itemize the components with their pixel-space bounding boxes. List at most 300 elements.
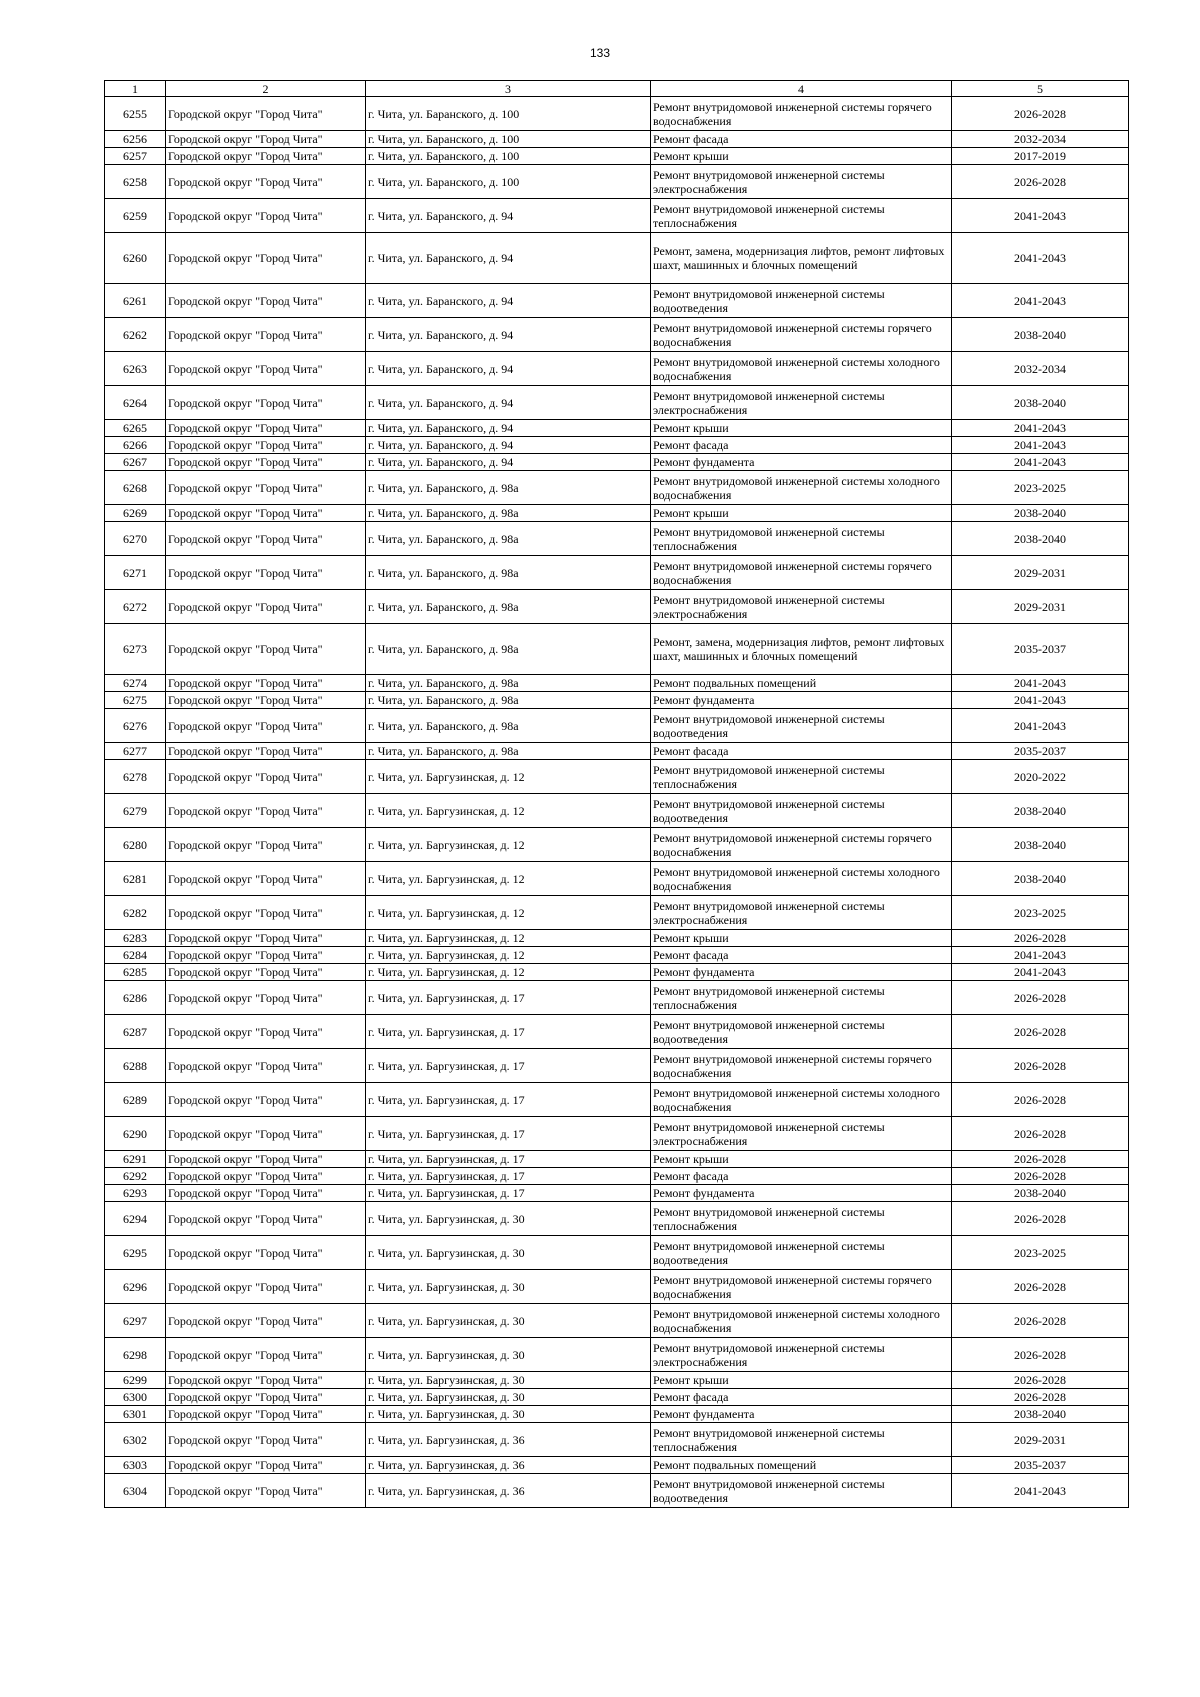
address-cell: г. Чита, ул. Баргузинская, д. 17 [366,1117,651,1151]
municipality-cell: Городской округ "Город Чита" [166,199,366,233]
row-number-cell: 6265 [105,420,166,437]
municipality-cell: Городской округ "Город Чита" [166,1423,366,1457]
municipality-cell: Городской округ "Город Чита" [166,1457,366,1474]
address-cell: г. Чита, ул. Баргузинская, д. 12 [366,760,651,794]
municipality-cell: Городской округ "Город Чита" [166,1304,366,1338]
row-number-cell: 6267 [105,454,166,471]
municipality-cell: Городской округ "Город Чита" [166,505,366,522]
column-header-4: 4 [651,81,952,97]
address-cell: г. Чита, ул. Баргузинская, д. 17 [366,1083,651,1117]
table-row [105,896,1129,930]
municipality-cell: Городской округ "Город Чита" [166,148,366,165]
work-type-cell: Ремонт, замена, модернизация лифтов, ремонт лифтовых шахт, машинных и блочных помещений [651,233,952,284]
row-number-cell: 6271 [105,556,166,590]
period-cell: 2023-2025 [952,471,1129,505]
work-type-cell: Ремонт крыши [651,1372,952,1389]
work-type-cell: Ремонт внутридомовой инженерной системы холодного водоснабжения [651,471,952,505]
municipality-cell: Городской округ "Город Чита" [166,709,366,743]
municipality-cell: Городской округ "Город Чита" [166,1372,366,1389]
municipality-cell: Городской округ "Город Чита" [166,437,366,454]
period-cell: 2026-2028 [952,1270,1129,1304]
row-number-cell: 6276 [105,709,166,743]
period-cell: 2026-2028 [952,1338,1129,1372]
work-type-cell: Ремонт крыши [651,148,952,165]
work-type-cell: Ремонт внутридомовой инженерной системы водоотведения [651,1474,952,1508]
period-cell: 2041-2043 [952,709,1129,743]
row-number-cell: 6290 [105,1117,166,1151]
municipality-cell: Городской округ "Город Чита" [166,981,366,1015]
row-number-cell: 6293 [105,1185,166,1202]
municipality-cell: Городской округ "Город Чита" [166,692,366,709]
address-cell: г. Чита, ул. Баргузинская, д. 12 [366,862,651,896]
work-type-cell: Ремонт внутридомовой инженерной системы водоотведения [651,709,952,743]
row-number-cell: 6294 [105,1202,166,1236]
work-type-cell: Ремонт фасада [651,743,952,760]
period-cell: 2041-2043 [952,199,1129,233]
period-cell: 2023-2025 [952,1236,1129,1270]
period-cell: 2026-2028 [952,1389,1129,1406]
municipality-cell: Городской округ "Город Чита" [166,1474,366,1508]
work-type-cell: Ремонт внутридомовой инженерной системы горячего водоснабжения [651,318,952,352]
row-number-cell: 6283 [105,930,166,947]
period-cell: 2026-2028 [952,1083,1129,1117]
period-cell: 2017-2019 [952,148,1129,165]
table-row [105,437,1129,454]
column-header-5: 5 [952,81,1129,97]
row-number-cell: 6278 [105,760,166,794]
period-cell: 2026-2028 [952,981,1129,1015]
period-cell: 2026-2028 [952,1304,1129,1338]
table-row [105,97,1129,131]
period-cell: 2038-2040 [952,794,1129,828]
work-type-cell: Ремонт, замена, модернизация лифтов, ремонт лифтовых шахт, машинных и блочных помещений [651,624,952,675]
work-type-cell: Ремонт внутридомовой инженерной системы теплоснабжения [651,981,952,1015]
period-cell: 2026-2028 [952,1015,1129,1049]
table-row [105,1151,1129,1168]
table-row [105,1015,1129,1049]
municipality-cell: Городской округ "Город Чита" [166,675,366,692]
period-cell: 2038-2040 [952,862,1129,896]
table-row [105,624,1129,675]
municipality-cell: Городской округ "Город Чита" [166,930,366,947]
municipality-cell: Городской округ "Город Чита" [166,964,366,981]
table-row [105,760,1129,794]
period-cell: 2035-2037 [952,624,1129,675]
table-row [105,556,1129,590]
table-row [105,318,1129,352]
municipality-cell: Городской округ "Город Чита" [166,1270,366,1304]
municipality-cell: Городской округ "Город Чита" [166,1015,366,1049]
row-number-cell: 6280 [105,828,166,862]
address-cell: г. Чита, ул. Баргузинская, д. 17 [366,1049,651,1083]
table-row [105,1304,1129,1338]
address-cell: г. Чита, ул. Баргузинская, д. 17 [366,1151,651,1168]
row-number-cell: 6274 [105,675,166,692]
period-cell: 2038-2040 [952,1406,1129,1423]
address-cell: г. Чита, ул. Баранского, д. 100 [366,97,651,131]
row-number-cell: 6300 [105,1389,166,1406]
address-cell: г. Чита, ул. Баранского, д. 100 [366,131,651,148]
address-cell: г. Чита, ул. Баранского, д. 98а [366,624,651,675]
period-cell: 2026-2028 [952,1049,1129,1083]
table-row [105,352,1129,386]
row-number-cell: 6289 [105,1083,166,1117]
row-number-cell: 6264 [105,386,166,420]
table-row [105,1270,1129,1304]
row-number-cell: 6256 [105,131,166,148]
table-row [105,930,1129,947]
row-number-cell: 6302 [105,1423,166,1457]
period-cell: 2041-2043 [952,1474,1129,1508]
address-cell: г. Чита, ул. Баранского, д. 98а [366,471,651,505]
row-number-cell: 6304 [105,1474,166,1508]
row-number-cell: 6260 [105,233,166,284]
table-row [105,165,1129,199]
row-number-cell: 6291 [105,1151,166,1168]
period-cell: 2026-2028 [952,165,1129,199]
work-type-cell: Ремонт внутридомовой инженерной системы холодного водоснабжения [651,1304,952,1338]
work-type-cell: Ремонт фасада [651,1168,952,1185]
work-type-cell: Ремонт фундамента [651,454,952,471]
column-header-3: 3 [366,81,651,97]
municipality-cell: Городской округ "Город Чита" [166,1338,366,1372]
row-number-cell: 6281 [105,862,166,896]
address-cell: г. Чита, ул. Баргузинская, д. 30 [366,1372,651,1389]
row-number-cell: 6284 [105,947,166,964]
address-cell: г. Чита, ул. Баранского, д. 94 [366,318,651,352]
column-header-2: 2 [166,81,366,97]
table-row [105,233,1129,284]
work-type-cell: Ремонт фасада [651,131,952,148]
row-number-cell: 6257 [105,148,166,165]
table-row [105,471,1129,505]
period-cell: 2041-2043 [952,675,1129,692]
table-row [105,131,1129,148]
period-cell: 2038-2040 [952,828,1129,862]
address-cell: г. Чита, ул. Баргузинская, д. 36 [366,1423,651,1457]
period-cell: 2038-2040 [952,386,1129,420]
municipality-cell: Городской округ "Город Чита" [166,131,366,148]
table-row [105,947,1129,964]
row-number-cell: 6270 [105,522,166,556]
address-cell: г. Чита, ул. Баргузинская, д. 12 [366,794,651,828]
address-cell: г. Чита, ул. Баргузинская, д. 12 [366,930,651,947]
work-type-cell: Ремонт крыши [651,1151,952,1168]
municipality-cell: Городской округ "Город Чита" [166,760,366,794]
period-cell: 2038-2040 [952,318,1129,352]
work-type-cell: Ремонт внутридомовой инженерной системы холодного водоснабжения [651,352,952,386]
municipality-cell: Городской округ "Город Чита" [166,1236,366,1270]
table-row [105,1389,1129,1406]
address-cell: г. Чита, ул. Баранского, д. 98а [366,590,651,624]
table-row [105,284,1129,318]
address-cell: г. Чита, ул. Баранского, д. 98а [366,505,651,522]
table-row [105,828,1129,862]
period-cell: 2032-2034 [952,131,1129,148]
municipality-cell: Городской округ "Город Чита" [166,862,366,896]
work-type-cell: Ремонт фасада [651,437,952,454]
municipality-cell: Городской округ "Город Чита" [166,1049,366,1083]
row-number-cell: 6299 [105,1372,166,1389]
work-type-cell: Ремонт внутридомовой инженерной системы горячего водоснабжения [651,556,952,590]
address-cell: г. Чита, ул. Баргузинская, д. 17 [366,1168,651,1185]
address-cell: г. Чита, ул. Баранского, д. 94 [366,454,651,471]
municipality-cell: Городской округ "Город Чита" [166,1202,366,1236]
table-row [105,1202,1129,1236]
row-number-cell: 6272 [105,590,166,624]
work-type-cell: Ремонт внутридомовой инженерной системы теплоснабжения [651,199,952,233]
row-number-cell: 6295 [105,1236,166,1270]
period-cell: 2026-2028 [952,1202,1129,1236]
municipality-cell: Городской округ "Город Чита" [166,1168,366,1185]
address-cell: г. Чита, ул. Баргузинская, д. 30 [366,1236,651,1270]
work-type-cell: Ремонт внутридомовой инженерной системы горячего водоснабжения [651,1270,952,1304]
address-cell: г. Чита, ул. Баргузинская, д. 30 [366,1338,651,1372]
work-type-cell: Ремонт внутридомовой инженерной системы теплоснабжения [651,760,952,794]
municipality-cell: Городской округ "Город Чита" [166,1185,366,1202]
address-cell: г. Чита, ул. Баранского, д. 94 [366,352,651,386]
address-cell: г. Чита, ул. Баранского, д. 98а [366,692,651,709]
municipality-cell: Городской округ "Город Чита" [166,454,366,471]
table-row [105,148,1129,165]
address-cell: г. Чита, ул. Баргузинская, д. 30 [366,1202,651,1236]
work-type-cell: Ремонт внутридомовой инженерной системы горячего водоснабжения [651,1049,952,1083]
row-number-cell: 6261 [105,284,166,318]
address-cell: г. Чита, ул. Баранского, д. 100 [366,165,651,199]
table-row [105,420,1129,437]
row-number-cell: 6286 [105,981,166,1015]
municipality-cell: Городской округ "Город Чита" [166,1406,366,1423]
table-row [105,1457,1129,1474]
municipality-cell: Городской округ "Город Чита" [166,624,366,675]
municipality-cell: Городской округ "Город Чита" [166,284,366,318]
table-body [105,97,1129,1508]
period-cell: 2041-2043 [952,233,1129,284]
period-cell: 2041-2043 [952,692,1129,709]
row-number-cell: 6296 [105,1270,166,1304]
period-cell: 2035-2037 [952,743,1129,760]
table-row [105,1372,1129,1389]
table-row [105,1236,1129,1270]
row-number-cell: 6263 [105,352,166,386]
period-cell: 2026-2028 [952,930,1129,947]
row-number-cell: 6292 [105,1168,166,1185]
period-cell: 2026-2028 [952,97,1129,131]
work-type-cell: Ремонт внутридомовой инженерной системы электроснабжения [651,896,952,930]
municipality-cell: Городской округ "Город Чита" [166,97,366,131]
address-cell: г. Чита, ул. Баранского, д. 100 [366,148,651,165]
row-number-cell: 6259 [105,199,166,233]
address-cell: г. Чита, ул. Баранского, д. 98а [366,522,651,556]
address-cell: г. Чита, ул. Баргузинская, д. 36 [366,1474,651,1508]
address-cell: г. Чита, ул. Баранского, д. 98а [366,556,651,590]
work-type-cell: Ремонт внутридомовой инженерной системы теплоснабжения [651,1202,952,1236]
municipality-cell: Городской округ "Город Чита" [166,420,366,437]
work-type-cell: Ремонт фундамента [651,1185,952,1202]
table-row [105,709,1129,743]
work-type-cell: Ремонт внутридомовой инженерной системы водоотведения [651,1236,952,1270]
work-type-cell: Ремонт внутридомовой инженерной системы водоотведения [651,284,952,318]
table-row [105,1338,1129,1372]
municipality-cell: Городской округ "Город Чита" [166,794,366,828]
municipality-cell: Городской округ "Город Чита" [166,1117,366,1151]
table-row [105,505,1129,522]
address-cell: г. Чита, ул. Баргузинская, д. 30 [366,1304,651,1338]
table-row [105,522,1129,556]
period-cell: 2020-2022 [952,760,1129,794]
table-row [105,743,1129,760]
work-type-cell: Ремонт крыши [651,505,952,522]
address-cell: г. Чита, ул. Баргузинская, д. 12 [366,964,651,981]
period-cell: 2041-2043 [952,437,1129,454]
municipality-cell: Городской округ "Город Чита" [166,556,366,590]
period-cell: 2041-2043 [952,947,1129,964]
address-cell: г. Чита, ул. Баргузинская, д. 36 [366,1457,651,1474]
address-cell: г. Чита, ул. Баргузинская, д. 30 [366,1270,651,1304]
address-cell: г. Чита, ул. Баранского, д. 94 [366,233,651,284]
address-cell: г. Чита, ул. Баранского, д. 94 [366,386,651,420]
address-cell: г. Чита, ул. Баранского, д. 94 [366,199,651,233]
work-type-cell: Ремонт фундамента [651,692,952,709]
table-row [105,1117,1129,1151]
table-row [105,590,1129,624]
municipality-cell: Городской округ "Город Чита" [166,165,366,199]
row-number-cell: 6258 [105,165,166,199]
municipality-cell: Городской округ "Город Чита" [166,352,366,386]
header-row [105,81,1129,97]
row-number-cell: 6266 [105,437,166,454]
municipality-cell: Городской округ "Город Чита" [166,590,366,624]
address-cell: г. Чита, ул. Баргузинская, д. 12 [366,947,651,964]
work-type-cell: Ремонт внутридомовой инженерной системы электроснабжения [651,590,952,624]
row-number-cell: 6262 [105,318,166,352]
table-row [105,454,1129,471]
work-type-cell: Ремонт внутридомовой инженерной системы холодного водоснабжения [651,1083,952,1117]
period-cell: 2029-2031 [952,1423,1129,1457]
work-type-cell: Ремонт внутридомовой инженерной системы теплоснабжения [651,1423,952,1457]
period-cell: 2041-2043 [952,454,1129,471]
period-cell: 2032-2034 [952,352,1129,386]
work-type-cell: Ремонт подвальных помещений [651,1457,952,1474]
work-type-cell: Ремонт внутридомовой инженерной системы горячего водоснабжения [651,97,952,131]
page-number: 133 [589,46,611,60]
table-row [105,1423,1129,1457]
work-type-cell: Ремонт подвальных помещений [651,675,952,692]
work-type-cell: Ремонт внутридомовой инженерной системы электроснабжения [651,386,952,420]
row-number-cell: 6273 [105,624,166,675]
municipality-cell: Городской округ "Город Чита" [166,828,366,862]
row-number-cell: 6288 [105,1049,166,1083]
address-cell: г. Чита, ул. Баргузинская, д. 17 [366,981,651,1015]
work-type-cell: Ремонт внутридомовой инженерной системы водоотведения [651,1015,952,1049]
address-cell: г. Чита, ул. Баргузинская, д. 12 [366,828,651,862]
period-cell: 2035-2037 [952,1457,1129,1474]
row-number-cell: 6269 [105,505,166,522]
address-cell: г. Чита, ул. Баргузинская, д. 30 [366,1406,651,1423]
row-number-cell: 6277 [105,743,166,760]
period-cell: 2038-2040 [952,522,1129,556]
address-cell: г. Чита, ул. Баранского, д. 98а [366,743,651,760]
work-type-cell: Ремонт внутридомовой инженерной системы электроснабжения [651,1338,952,1372]
work-type-cell: Ремонт фундамента [651,1406,952,1423]
municipality-cell: Городской округ "Город Чита" [166,896,366,930]
period-cell: 2029-2031 [952,590,1129,624]
table-row [105,675,1129,692]
row-number-cell: 6298 [105,1338,166,1372]
row-number-cell: 6285 [105,964,166,981]
row-number-cell: 6287 [105,1015,166,1049]
period-cell: 2026-2028 [952,1372,1129,1389]
row-number-cell: 6303 [105,1457,166,1474]
period-cell: 2038-2040 [952,1185,1129,1202]
column-header-1: 1 [105,81,166,97]
period-cell: 2038-2040 [952,505,1129,522]
municipality-cell: Городской округ "Город Чита" [166,233,366,284]
work-type-cell: Ремонт крыши [651,420,952,437]
period-cell: 2023-2025 [952,896,1129,930]
period-cell: 2041-2043 [952,964,1129,981]
table-row [105,1185,1129,1202]
table-row [105,964,1129,981]
row-number-cell: 6282 [105,896,166,930]
address-cell: г. Чита, ул. Баранского, д. 98а [366,709,651,743]
period-cell: 2041-2043 [952,284,1129,318]
municipality-cell: Городской округ "Город Чита" [166,386,366,420]
table-row [105,692,1129,709]
address-cell: г. Чита, ул. Баранского, д. 98а [366,675,651,692]
address-cell: г. Чита, ул. Баранского, д. 94 [366,284,651,318]
table-row [105,1168,1129,1185]
row-number-cell: 6255 [105,97,166,131]
work-type-cell: Ремонт фундамента [651,964,952,981]
work-type-cell: Ремонт крыши [651,930,952,947]
address-cell: г. Чита, ул. Баргузинская, д. 12 [366,896,651,930]
municipality-cell: Городской округ "Город Чита" [166,947,366,964]
table-row [105,1083,1129,1117]
table-row [105,862,1129,896]
period-cell: 2026-2028 [952,1168,1129,1185]
work-type-cell: Ремонт внутридомовой инженерной системы электроснабжения [651,1117,952,1151]
work-type-cell: Ремонт внутридомовой инженерной системы водоотведения [651,794,952,828]
work-type-cell: Ремонт фасада [651,1389,952,1406]
work-type-cell: Ремонт фасада [651,947,952,964]
municipality-cell: Городской округ "Город Чита" [166,471,366,505]
row-number-cell: 6275 [105,692,166,709]
row-number-cell: 6279 [105,794,166,828]
table-row [105,1406,1129,1423]
row-number-cell: 6268 [105,471,166,505]
municipality-cell: Городской округ "Город Чита" [166,1083,366,1117]
table-row [105,386,1129,420]
address-cell: г. Чита, ул. Баргузинская, д. 17 [366,1015,651,1049]
period-cell: 2029-2031 [952,556,1129,590]
work-type-cell: Ремонт внутридомовой инженерной системы холодного водоснабжения [651,862,952,896]
municipality-cell: Городской округ "Город Чита" [166,743,366,760]
row-number-cell: 6297 [105,1304,166,1338]
work-type-cell: Ремонт внутридомовой инженерной системы горячего водоснабжения [651,828,952,862]
row-number-cell: 6301 [105,1406,166,1423]
period-cell: 2026-2028 [952,1117,1129,1151]
table-row [105,1049,1129,1083]
municipality-cell: Городской округ "Город Чита" [166,1151,366,1168]
table-row [105,981,1129,1015]
period-cell: 2041-2043 [952,420,1129,437]
table-row [105,794,1129,828]
period-cell: 2026-2028 [952,1151,1129,1168]
address-cell: г. Чита, ул. Баранского, д. 94 [366,437,651,454]
address-cell: г. Чита, ул. Баргузинская, д. 17 [366,1185,651,1202]
municipality-cell: Городской округ "Город Чита" [166,522,366,556]
